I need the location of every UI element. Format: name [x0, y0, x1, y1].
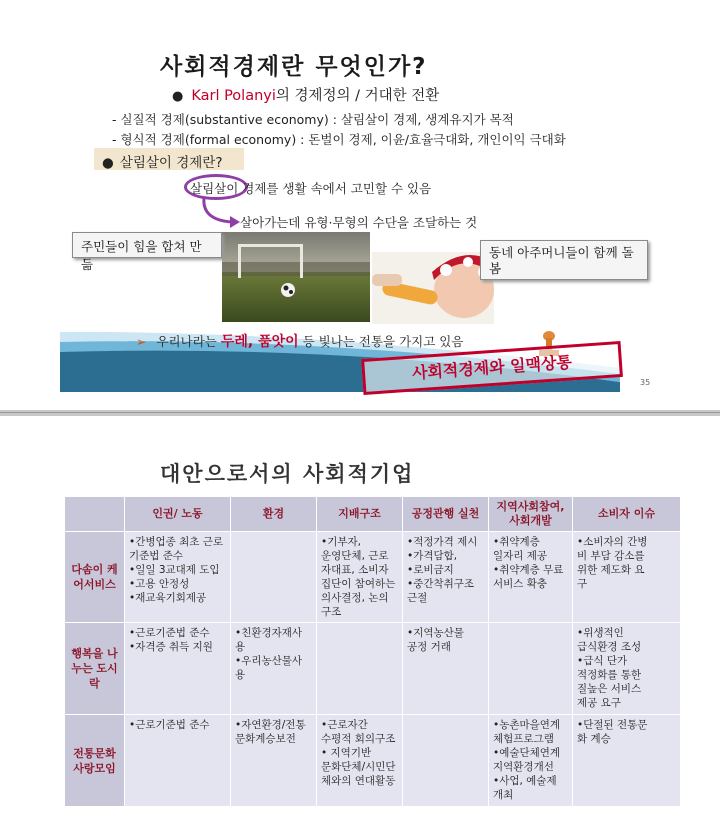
consistent-stamp: 사회적경제와 일맥상통 — [361, 341, 623, 395]
column-header: 소비자 이슈 — [573, 497, 681, 532]
dure-pumasi: 두레, 품앗이 — [220, 334, 299, 350]
slide-social-economy — [0, 0, 720, 410]
table-cell: •지역농산물 공정 거래 — [403, 623, 489, 715]
neighbors-callout: 동네 아주머니들이 함께 돌봄 — [480, 240, 648, 280]
table-cell: •근로기준법 준수 — [125, 715, 231, 807]
table-cell: •간병업종 최초 근로 기준법 준수 •일일 3교대제 도입 •고용 안정성 •재교육기회제공 — [125, 532, 231, 623]
table-cell — [231, 532, 317, 623]
column-header: 환경 — [231, 497, 317, 532]
table-row — [65, 715, 681, 807]
table-corner — [65, 497, 125, 532]
table-cell: •근로기준법 준수 •자격증 취득 지원 — [125, 623, 231, 715]
table-cell: •친환경자재사용 •우리농산물사용 — [231, 623, 317, 715]
column-header: 지역사회참여, 사회개발 — [489, 497, 573, 532]
formal-economy-line: - 형식적 경제(formal economy) : 돈벌이 경제, 이윤/효율극대화, 개인이익 극대화 — [112, 132, 566, 147]
substantive-economy-line: - 실질적 경제(substantive economy) : 살림살이 경제, 생계유지가 목적 — [112, 112, 514, 127]
polanyi-rest: 의 경제정의 / 거대한 전환 — [275, 88, 440, 104]
means-line: 살아가는데 유형·무형의 수단을 조달하는 것 — [240, 215, 478, 230]
table-cell — [403, 715, 489, 807]
table-row — [65, 623, 681, 715]
korea-pre: 우리나라는 — [156, 334, 221, 349]
row-label: 다솜이 케어서비스 — [65, 532, 125, 623]
table-cell: •위생적인 급식환경 조성 •급식 단가 적정화를 통한 질높은 서비스 제공 요구 — [573, 623, 681, 715]
table-cell: •기부자, 운영단체, 근로 자대표, 소비자 집단이 참여하는 의사결정, 논의 구조 — [317, 532, 403, 623]
table-cell — [489, 623, 573, 715]
livelihood-heading-text: 살림살이 경제란? — [119, 155, 223, 171]
definition-line — [190, 179, 431, 197]
polanyi-name: Karl Polanyi — [191, 88, 276, 104]
row-label: 전통문화 사랑모임 — [65, 715, 125, 807]
table-cell — [317, 623, 403, 715]
polanyi-bullet — [172, 84, 439, 105]
korea-post: 등 빛나는 전통을 가지고 있음 — [298, 334, 464, 349]
bullet-dot-icon: ● — [172, 89, 184, 104]
table-cell: •단절된 전통문 화 계승 — [573, 715, 681, 807]
livelihood-economy-heading — [94, 148, 244, 170]
table-cell: •자연환경/전통 문화계승보전 — [231, 715, 317, 807]
column-header: 공정관행 실천 — [403, 497, 489, 532]
column-header: 지배구조 — [317, 497, 403, 532]
row-label: 행복을 나누는 도시락 — [65, 623, 125, 715]
table-cell: •근로자간 수평적 회의구조 • 지역기반 문화단체/시민단 체와의 연대활동 — [317, 715, 403, 807]
table-cell: •취약계층 일자리 제공 •취약계층 무료 서비스 확충 — [489, 532, 573, 623]
korea-tradition-line — [136, 331, 463, 351]
social-enterprise-table — [64, 496, 681, 807]
table-cell: •소비자의 간병 비 부담 감소를 위한 제도화 요 구 — [573, 532, 681, 623]
definition-word: 살림살이 — [190, 181, 239, 196]
baby-feeding-photo — [372, 252, 494, 324]
column-header: 인권/ 노동 — [125, 497, 231, 532]
slide-alternative-social-enterprise — [0, 416, 720, 829]
slide2-title: 대안으로서의 사회적기업 — [160, 462, 415, 486]
arrow-bullet-icon: ➢ — [136, 334, 147, 349]
table-cell: •적정가격 제시 •가격담합, •로비금지 •중간착취구조 근절 — [403, 532, 489, 623]
definition-rest: 경제를 생활 속에서 고민할 수 있음 — [238, 181, 432, 196]
bullet-dot-icon: ● — [102, 155, 114, 171]
slide1-title: 사회적경제란 무엇인가? — [160, 54, 428, 80]
soccer-field-photo — [222, 232, 370, 322]
page-number: 35 — [640, 378, 651, 387]
table-cell: •농촌마을연계 체험프로그램 •예술단체연계 지역환경개선 •사업, 예술제 개최 — [489, 715, 573, 807]
curved-arrow-icon — [198, 196, 242, 230]
table-row — [65, 532, 681, 623]
residents-callout: 주민들이 힘을 합쳐 만듦 — [72, 232, 222, 258]
